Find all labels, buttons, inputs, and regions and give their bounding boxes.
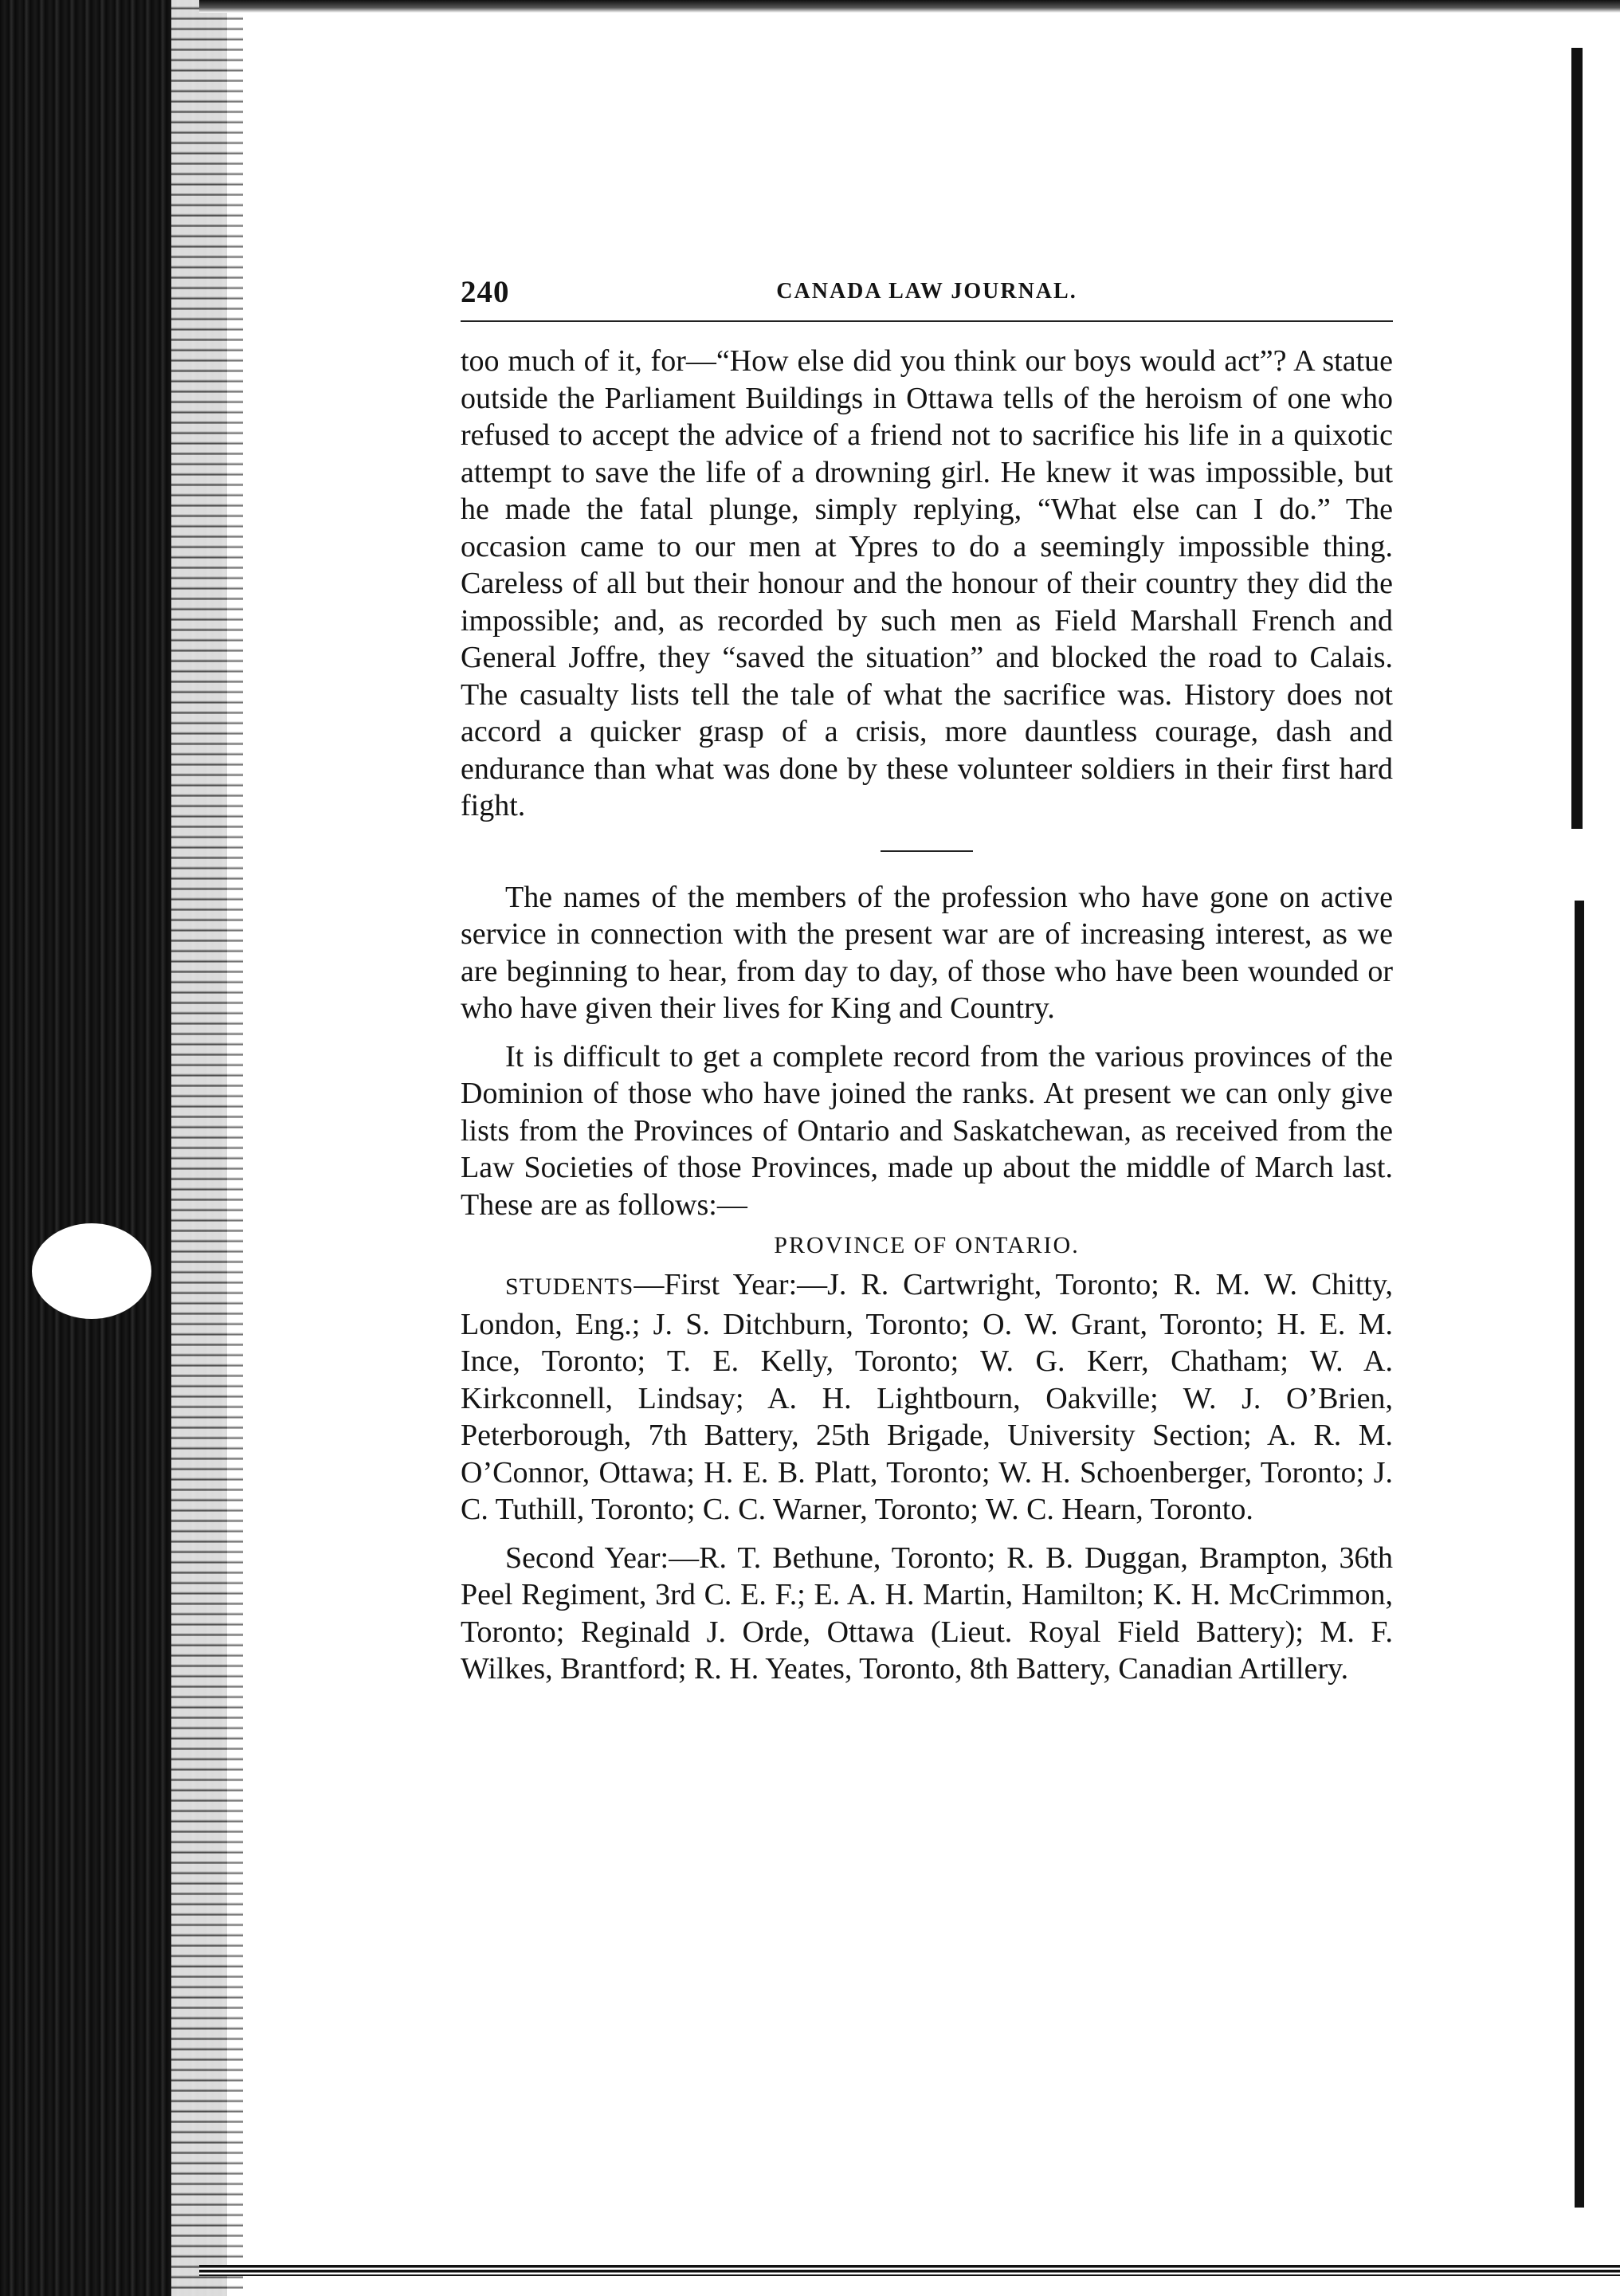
paragraph-profession-members: The names of the members of the profession who have gone on active service in connection with the present war are of increasing interest, as we are beginning to hear, from day to day, of those who have been wounded or who have given their lives for King and Country. [461,880,1393,1025]
header-rule [461,320,1393,322]
binding-light-spot [32,1223,151,1319]
journal-title: CANADA LAW JOURNAL. [776,279,1077,304]
right-scan-edge-upper [1571,48,1583,829]
first-year-list: —First Year:—J. R. Cartwright, Toronto; R. M. W. Chitty, London, Eng.; J. S. Ditchburn, Toronto; O. W. Grant, Toronto; H. E. M. Ince, Toronto; T. E. Kelly, Toronto; W. G. Kerr, Chatham; W. A. Kirkconnell, Lindsay; A. H. Lightbourn, Oakville; W. J. O’Brien, Peterborough, 7th Battery, 25th Brigade, University Section; A. R. M. O’Connor, Ottawa; H. E. B. Platt, Toronto; W. H. Schoenberger, Toronto; J. C. Tuthill, Toronto; C. C. Warner, Toronto; W. C. Hearn, Toronto. [461,1268,1393,1526]
section-divider [881,850,973,852]
running-head [461,271,1393,319]
page-number: 240 [461,275,510,309]
right-scan-edge-lower [1575,901,1584,2208]
paragraph-ypres: too much of it, for—“How else did you think our boys would act”? A statue outside the Parliament Buildings in Ottawa tells of the heroism of one who refused to accept the advice of a friend not to sacrifice his life in a quixotic attempt to save the life of a drowning girl. He knew it was impossible, but he made the fatal plunge, simply replying, “What else can I do.” The occasion came to our men at Ypres to do a seemingly impossible thing. Careless of all but their honour and the honour of their country they did the impossible; and, as recorded by such men as Field Marshall French and General Joffre, they “saved the situation” and blocked the road to Calais. The casualty lists tell the tale of what the sacrifice was. History does not accord a quicker grasp of a crisis, more dauntless courage, dash and endurance than what was done by these volunteer soldiers in their first hard fight. [461,344,1393,822]
students-label: STUDENTS [505,1274,634,1300]
binding-texture [171,0,243,2296]
top-scan-shadow [199,0,1620,13]
province-heading: PROVINCE OF ONTARIO. [774,1232,1080,1258]
paragraph-complete-record: It is difficult to get a complete record from the various provinces of the Dominion of those who have joined the ranks. At present we can only give lists from the Provinces of Ontario and Saskatchewan, as received from the Law Societies of those Provinces, made up about the middle of March last. These are as follows:— [461,1039,1393,1222]
bottom-scan-edge [199,2265,1620,2276]
journal-page [461,271,1393,1688]
second-year-list: Second Year:—R. T. Bethune, Toronto; R. B. Duggan, Brampton, 36th Peel Regiment, 3rd C. E. F.; E. A. H. Martin, Hamilton; K. H. McCrimmon, Toronto; Reginald J. Orde, Ottawa (Lieut. Royal Field Battery); M. F. Wilkes, Brantford; R. H. Yeates, Toronto, 8th Battery, Canadian Artillery. [461,1540,1393,1686]
students-first-year [461,1266,1393,1529]
